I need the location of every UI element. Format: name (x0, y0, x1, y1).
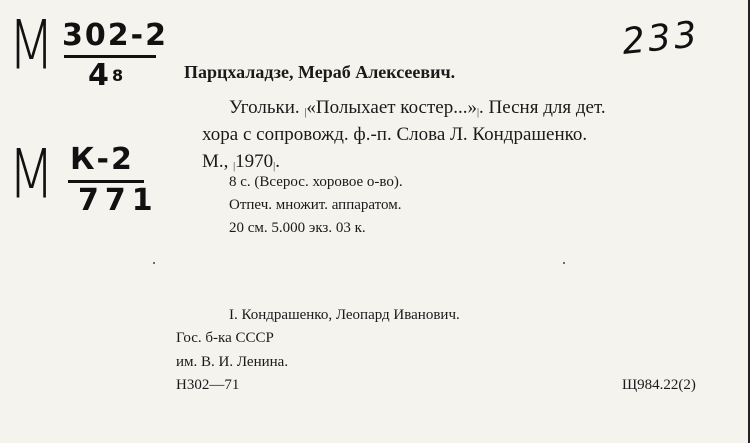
imprint-place: М., (202, 151, 234, 172)
size-price: 20 см. 5.000 экз. 03 к. (229, 220, 366, 236)
bracket-mark: | (233, 161, 236, 172)
bracket-mark: | (273, 161, 276, 172)
handwritten-copy-mark: 8 (112, 66, 124, 85)
imprint-year: 1970 (235, 151, 274, 172)
pagination: 8 с. (Всерос. хоровое о-во). (229, 174, 403, 190)
speck (153, 262, 155, 264)
library-name-2: им. В. И. Ленина. (176, 354, 289, 370)
imprint-end: . (275, 151, 280, 172)
handwritten-shelf-subcode: 4 (88, 58, 111, 93)
bracket-mark: | (304, 107, 307, 118)
handwritten-shelf-subcode-2: 771 (78, 183, 159, 218)
library-name: Гос. б-ка СССР (176, 330, 274, 346)
added-entry: I. Кондрашенко, Леопард Иванович. (229, 307, 460, 323)
speck (563, 262, 565, 264)
handwritten-m-mark: М (8, 6, 55, 85)
handwritten-shelf-code-2: К-2 (70, 142, 134, 177)
author-heading: Парцхаладзе, Мераб Алексеевич. (184, 62, 456, 82)
title-text: Угольки. (229, 97, 305, 118)
subtitle-text: «Полыхает костер...» (306, 97, 477, 118)
genre-text: . Песня для дет. (478, 97, 606, 118)
bracket-mark: | (476, 107, 479, 118)
handwritten-shelf-code: 302-2 (62, 18, 168, 53)
handwritten-card-number: 233 (620, 14, 702, 63)
handwritten-m-mark-2: М (8, 135, 55, 214)
title-line-2: хора с сопровожд. ф.-п. Слова Л. Кондрашенко. (202, 124, 588, 145)
imprint-line (202, 151, 280, 173)
title-line-1 (229, 97, 606, 119)
card-code: Н302—71 (176, 377, 240, 393)
classification-index: Щ984.22(2) (622, 377, 696, 393)
print-note: Отпеч. множит. аппаратом. (229, 197, 402, 213)
